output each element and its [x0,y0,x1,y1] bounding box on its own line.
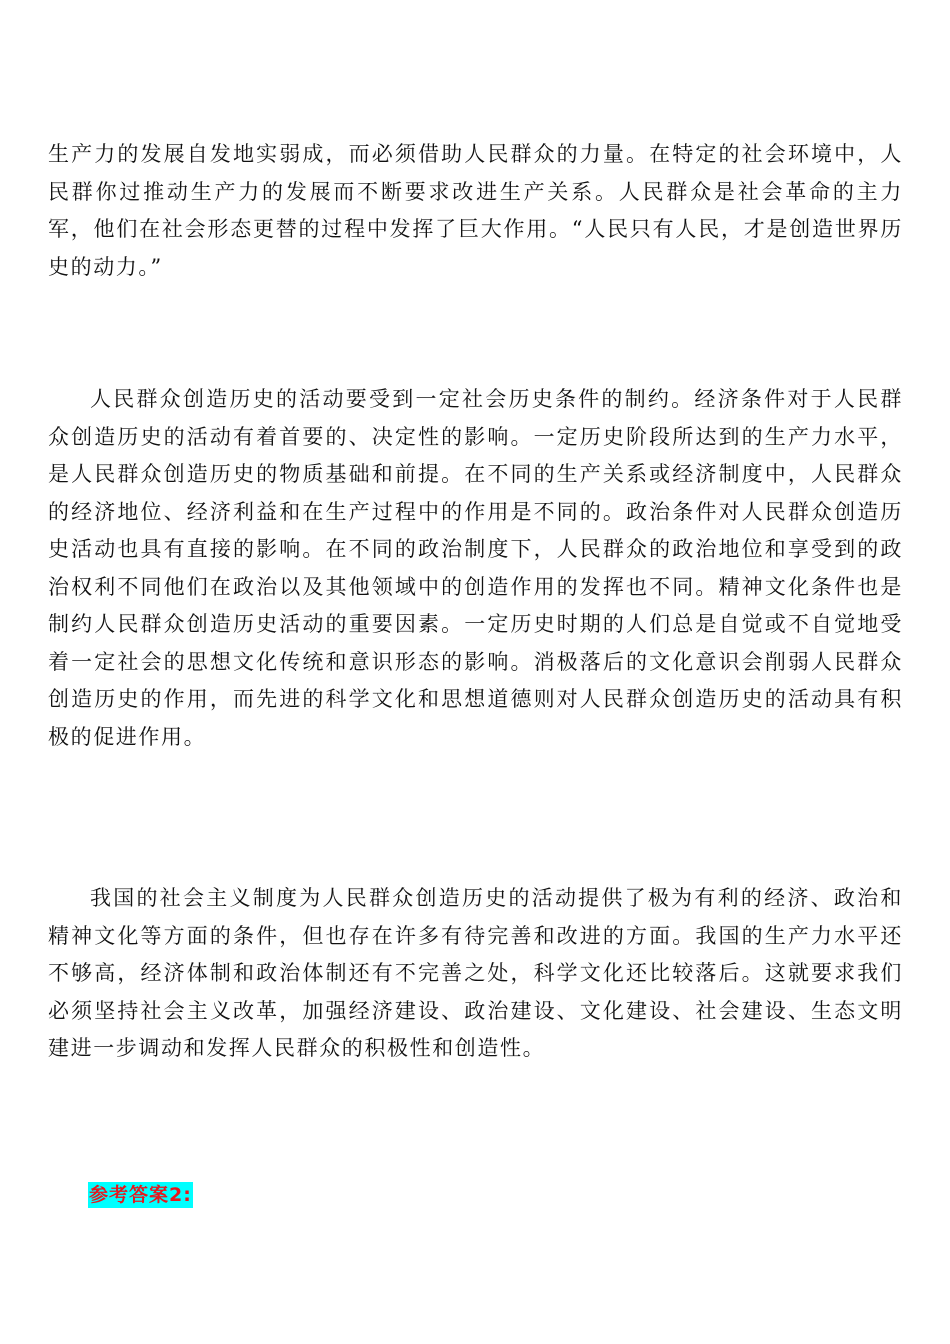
paragraph-2: 人民群众创造历史的活动要受到一定社会历史条件的制约。经济条件对于人民群众创造历史的活动有着首要的、决定性的影响。一定历史阶段所达到的生产力水平，是人民群众创造历史的物质基础和前提。在不同的生产关系或经济制度中，人民群众的经济地位、经济利益和在生产过程中的作用是不同的。政治条件对人民群众创造历史活动也具有直接的影响。在不同的政治制度下，人民群众的政治地位和享受到的政治权利不同他们在政治以及其他领域中的创造作用的发挥也不同。精神文化条件也是制约人民群众创造历史活动的重要因素。一定历史时期的人们总是自觉或不自觉地受着一定社会的思想文化传统和意识形态的影响。消极落后的文化意识会削弱人民群众创造历史的作用，而先进的科学文化和思想道德则对人民群众创造历史的活动具有积极的促进作用。 [48,387,903,749]
reference-answer-label: 参考答案2: [89,1184,192,1206]
paragraph-3: 我国的社会主义制度为人民群众创造历史的活动提供了极为有利的经济、政治和精神文化等方面的条件，但也存在许多有待完善和改进的方面。我国的生产力水平还不够高，经济体制和政治体制还有不完善之处，科学文化还比较落后。这就要求我们必须坚持社会主义改革，加强经济建设、政治建设、文化建设、社会建设、生态文明建进一步调动和发挥人民群众的积极性和创造性。 [48,886,903,1060]
paragraph-1: 生产力的发展自发地实弱成，而必须借助人民群众的力量。在特定的社会环境中，人民群你过推动生产力的发展而不断要求改进生产关系。人民群众是社会革命的主力军，他们在社会形态更替的过程中发挥了巨大作用。“人民只有人民，才是创造世界历史的动力。” [48,142,903,279]
